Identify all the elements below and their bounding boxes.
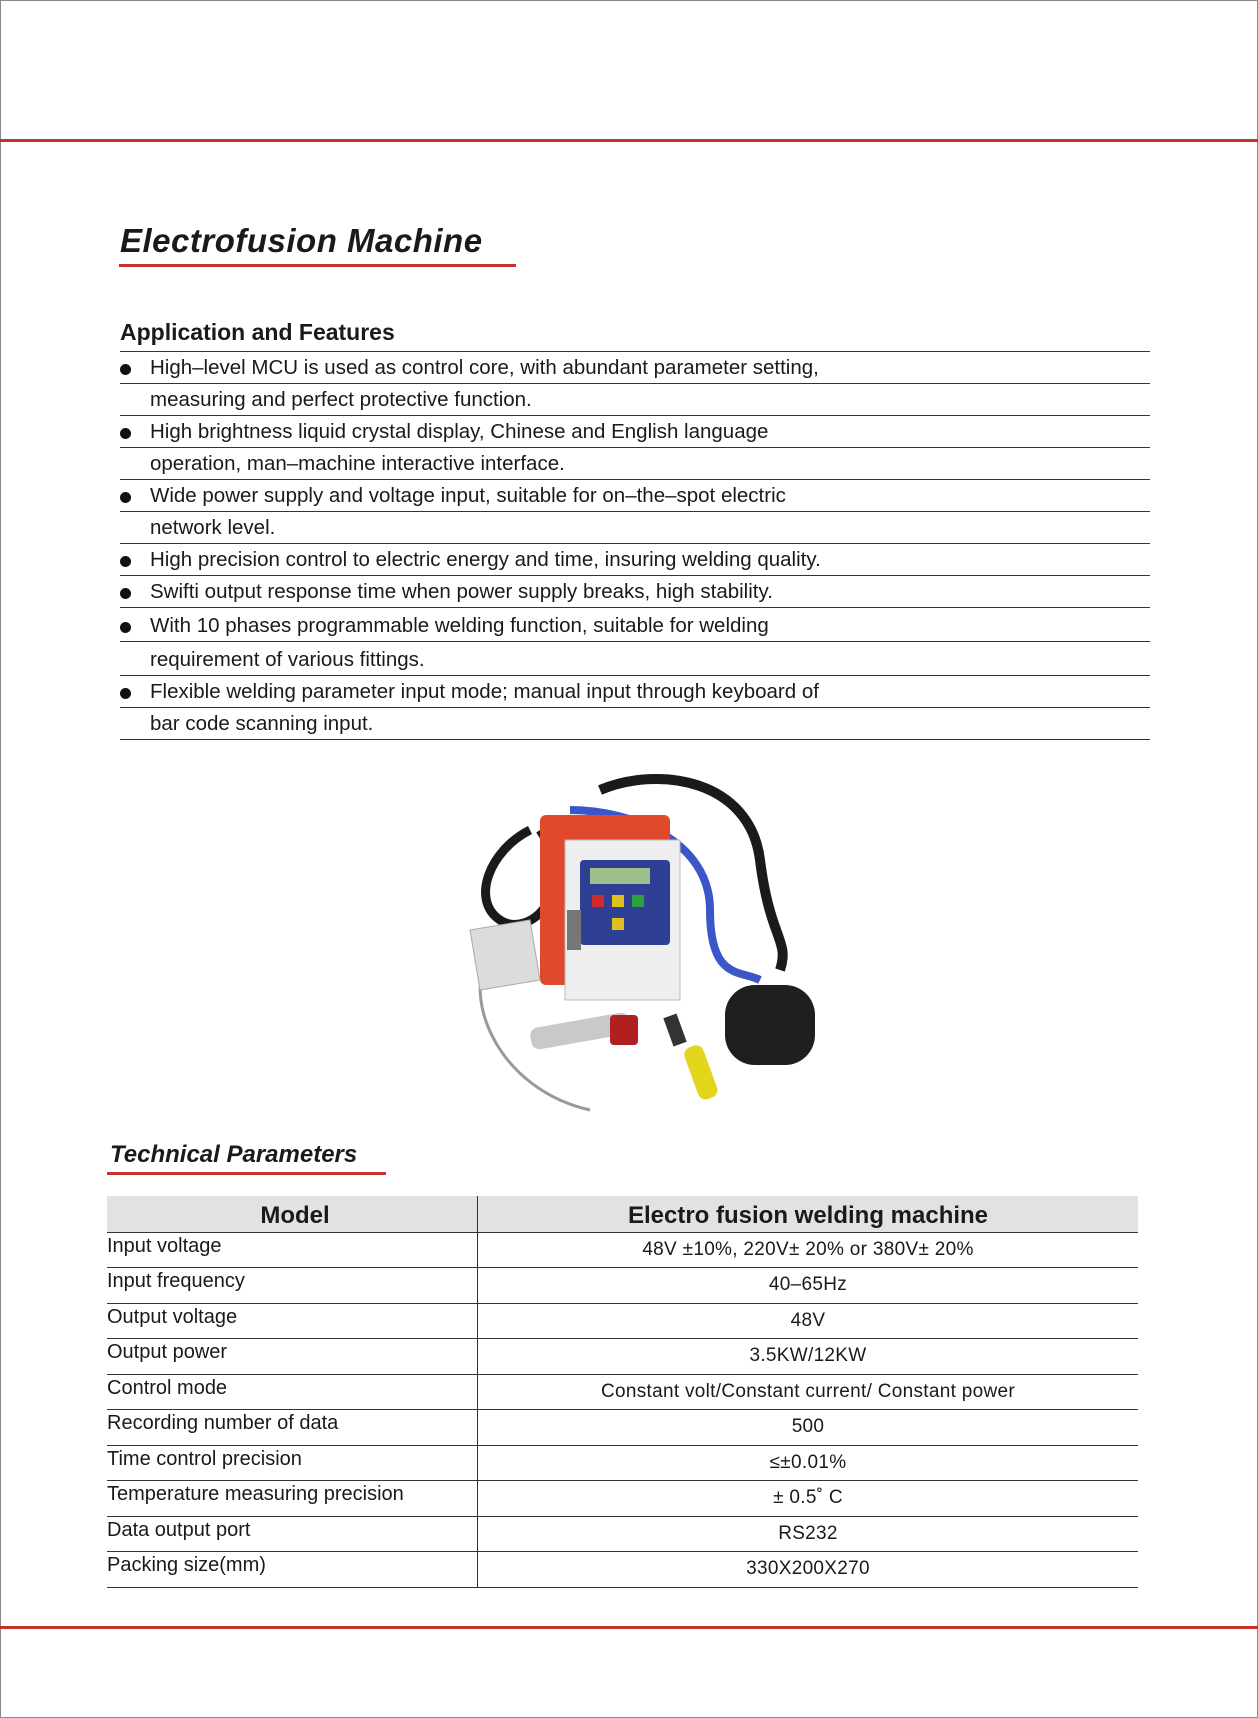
bullet-icon [120,492,131,503]
param-value: ≤±0.01% [478,1445,1139,1481]
feature-line [120,512,1150,544]
feature-line [120,608,1150,642]
feature-line [120,351,1150,384]
param-value: 3.5KW/12KW [478,1339,1139,1375]
yellow-key [612,895,624,907]
bullet-icon [120,428,131,439]
bullet-icon [120,588,131,599]
param-value: 40–65Hz [478,1268,1139,1304]
top-red-rule [0,139,1258,142]
table-row [107,1232,1138,1268]
screwdriver-handle [682,1043,720,1102]
page-title: Electrofusion Machine [120,222,483,259]
green-key [632,895,644,907]
feature-line [120,708,1150,740]
tech-underline [107,1172,386,1175]
feature-text: bar code scanning input. [150,712,374,735]
feature-line [120,642,1150,676]
param-label: Input voltage [107,1232,478,1268]
param-label: Output voltage [107,1303,478,1339]
feature-line [120,448,1150,480]
feature-text: Flexible welding parameter input mode; manual input through keyboard of [150,680,819,703]
feature-text: measuring and perfect protective function. [150,388,532,411]
feature-text: operation, man–machine interactive interface. [150,452,565,475]
param-label: Input frequency [107,1268,478,1304]
bullet-icon [120,622,131,633]
feature-line [120,544,1150,576]
bullet-icon [120,688,131,699]
feature-text: High brightness liquid crystal display, Chinese and English language [150,420,769,443]
features-heading: Application and Features [120,319,395,345]
header-model: Model [107,1196,478,1232]
feature-text: requirement of various fittings. [150,648,425,671]
table-header-row [107,1196,1138,1232]
param-value: 500 [478,1410,1139,1446]
feature-text: Wide power supply and voltage input, suitable for on–the–spot electric [150,484,786,507]
table-row [107,1268,1138,1304]
product-photo [460,770,880,1150]
table-row [107,1552,1138,1588]
header-machine: Electro fusion welding machine [478,1196,1139,1232]
param-label: Temperature measuring precision [107,1481,478,1517]
feature-line [120,480,1150,512]
bullet-icon [120,364,131,375]
feature-text: With 10 phases programmable welding function, suitable for welding [150,614,769,637]
param-label: Time control precision [107,1445,478,1481]
screwdriver-tip [663,1014,686,1047]
feature-line [120,676,1150,708]
title-underline [119,264,516,267]
param-label: Output power [107,1339,478,1375]
bottom-red-rule [0,1626,1258,1629]
table-row [107,1481,1138,1517]
table-row [107,1303,1138,1339]
param-label: Control mode [107,1374,478,1410]
red-key [592,895,604,907]
param-value: ± 0.5˚ C [478,1481,1139,1517]
feature-line [120,416,1150,448]
param-value: 48V [478,1303,1139,1339]
feature-line [120,576,1150,608]
param-value: RS232 [478,1516,1139,1552]
table-row [107,1374,1138,1410]
cable-bundle [470,920,540,990]
table-row [107,1445,1138,1481]
param-value: 48V ±10%, 220V± 20% or 380V± 20% [478,1232,1139,1268]
table-row [107,1516,1138,1552]
scanner-head [610,1015,638,1045]
param-label: Packing size(mm) [107,1552,478,1588]
feature-text: network level. [150,516,276,539]
bullet-icon [120,556,131,567]
features-list [120,351,1150,740]
param-value: 330X200X270 [478,1552,1139,1588]
technical-parameters-heading: Technical Parameters [110,1141,358,1168]
lcd-screen [590,868,650,884]
param-label: Recording number of data [107,1410,478,1446]
table-row [107,1410,1138,1446]
down-key [612,918,624,930]
feature-text: High–level MCU is used as control core, with abundant parameter setting, [150,356,819,379]
parameters-table [107,1196,1138,1588]
param-label: Data output port [107,1516,478,1552]
table-row [107,1339,1138,1375]
welding-clamp [725,985,815,1065]
socket [567,910,581,950]
feature-text: Swifti output response time when power supply breaks, high stability. [150,580,773,603]
feature-text: High precision control to electric energy and time, insuring welding quality. [150,548,821,571]
feature-line [120,384,1150,416]
param-value: Constant volt/Constant current/ Constant power [478,1374,1139,1410]
